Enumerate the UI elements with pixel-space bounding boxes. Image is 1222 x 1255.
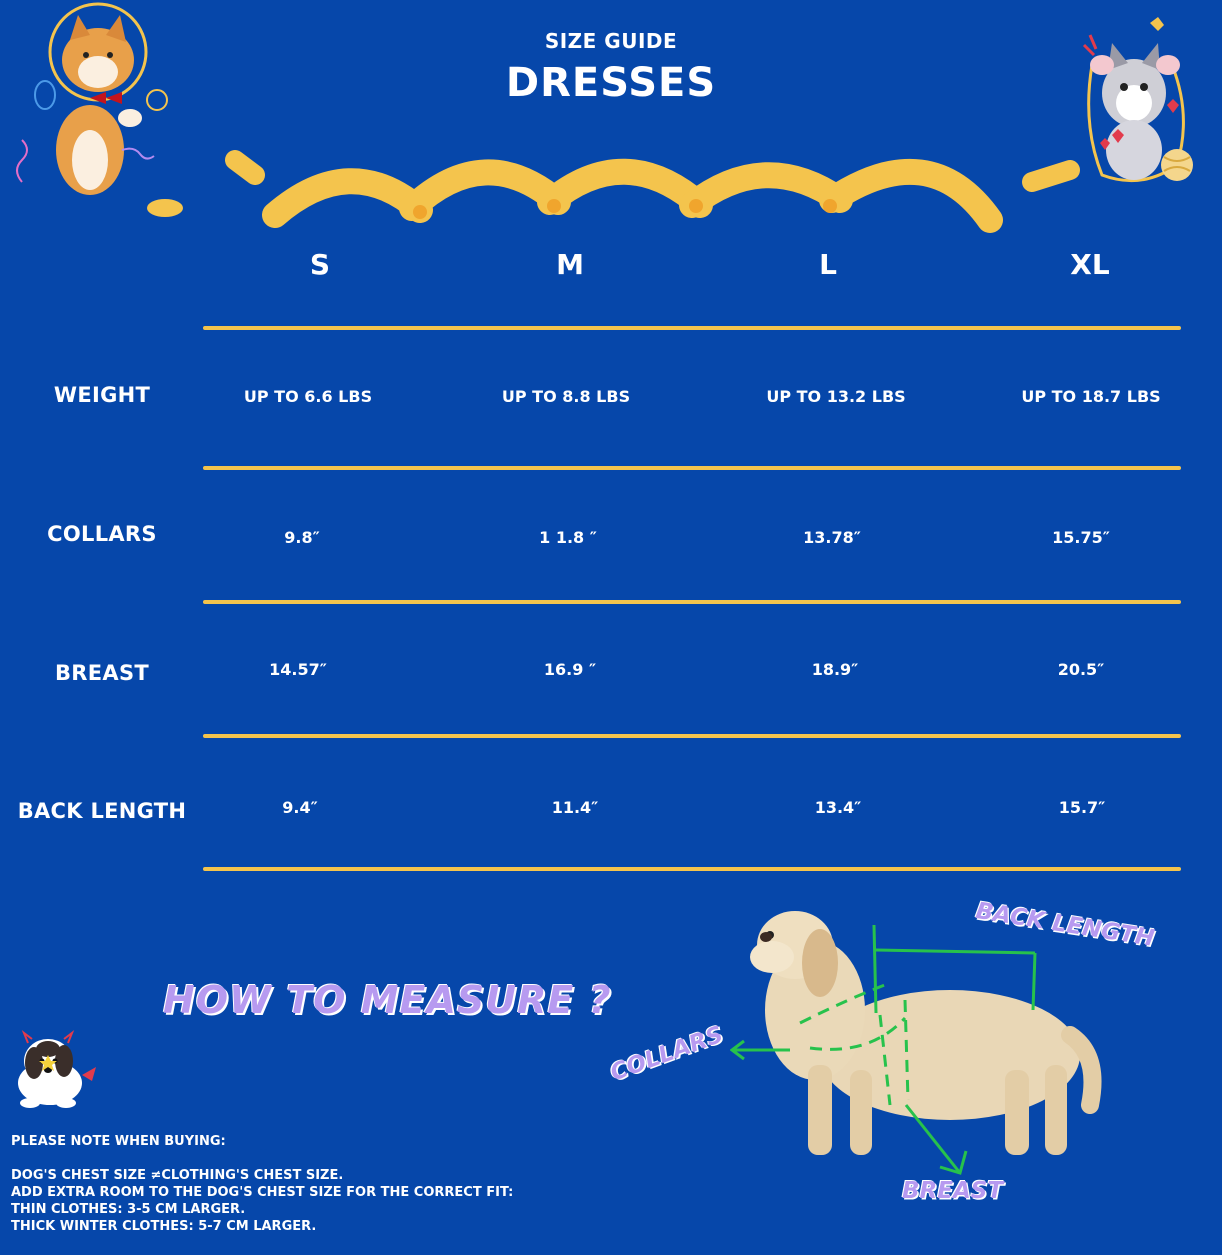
notes-spacer — [11, 1150, 513, 1167]
weight-xl: UP TO 18.7 LBS — [1021, 387, 1161, 406]
notes-line: ADD EXTRA ROOM TO THE DOG'S CHEST SIZE FOR THE CORRECT FIT: — [11, 1185, 514, 1200]
size-label-l: L — [819, 248, 837, 281]
weight-l: UP TO 13.2 LBS — [766, 387, 906, 406]
collars-xl: 15.75″ — [1052, 528, 1110, 547]
table-divider — [203, 734, 1181, 738]
puppy-illustration — [8, 1025, 108, 1110]
notes-line: DOG'S CHEST SIZE ≠CLOTHING'S CHEST SIZE. — [11, 1168, 344, 1183]
breast-l: 18.9″ — [811, 660, 859, 679]
wave-decoration — [140, 120, 1100, 245]
back-length-s: 9.4″ — [282, 798, 318, 817]
collars-s: 9.8″ — [284, 528, 320, 547]
buying-notes — [11, 1133, 513, 1235]
golden-retriever-illustration — [730, 905, 1110, 1175]
notes-line: THIN CLOTHES: 3-5 CM LARGER. — [11, 1202, 246, 1217]
weight-m: UP TO 8.8 LBS — [501, 387, 631, 406]
table-divider — [203, 326, 1181, 330]
row-label-back-length: BACK LENGTH — [17, 799, 187, 823]
collars-m: 1 1.8 ″ — [539, 528, 597, 547]
row-label-breast: BREAST — [54, 661, 150, 685]
breast-tag: BREAST — [902, 1178, 1004, 1204]
notes-heading: PLEASE NOTE WHEN BUYING: — [11, 1134, 226, 1149]
size-label-m: M — [556, 248, 584, 281]
size-label-s: S — [309, 248, 331, 281]
breast-m: 16.9 ″ — [543, 660, 597, 679]
table-divider — [203, 466, 1181, 470]
size-guide-subtitle: SIZE GUIDE — [544, 29, 678, 53]
table-divider — [203, 867, 1181, 871]
back-length-tag: BACK LENGTH — [973, 898, 1157, 952]
weight-s: UP TO 6.6 LBS — [243, 387, 373, 406]
row-label-collars: COLLARS — [47, 522, 157, 546]
back-length-xl: 15.7″ — [1058, 798, 1106, 817]
back-length-l: 13.4″ — [814, 798, 862, 817]
page-title: DRESSES — [505, 60, 717, 106]
back-length-m: 11.4″ — [551, 798, 599, 817]
how-to-measure-title: HOW TO MEASURE ? — [163, 978, 612, 1022]
shiba-dog-illustration — [10, 0, 185, 205]
kitten-illustration — [1072, 15, 1202, 195]
size-label-xl: XL — [1070, 248, 1110, 281]
row-label-weight: WEIGHT — [53, 383, 151, 407]
breast-xl: 20.5″ — [1057, 660, 1105, 679]
table-divider — [203, 600, 1181, 604]
collars-l: 13.78″ — [803, 528, 861, 547]
collars-tag: COLLARS — [607, 1021, 727, 1087]
breast-s: 14.57″ — [269, 660, 327, 679]
notes-line: THICK WINTER CLOTHES: 5-7 CM LARGER. — [11, 1219, 317, 1234]
